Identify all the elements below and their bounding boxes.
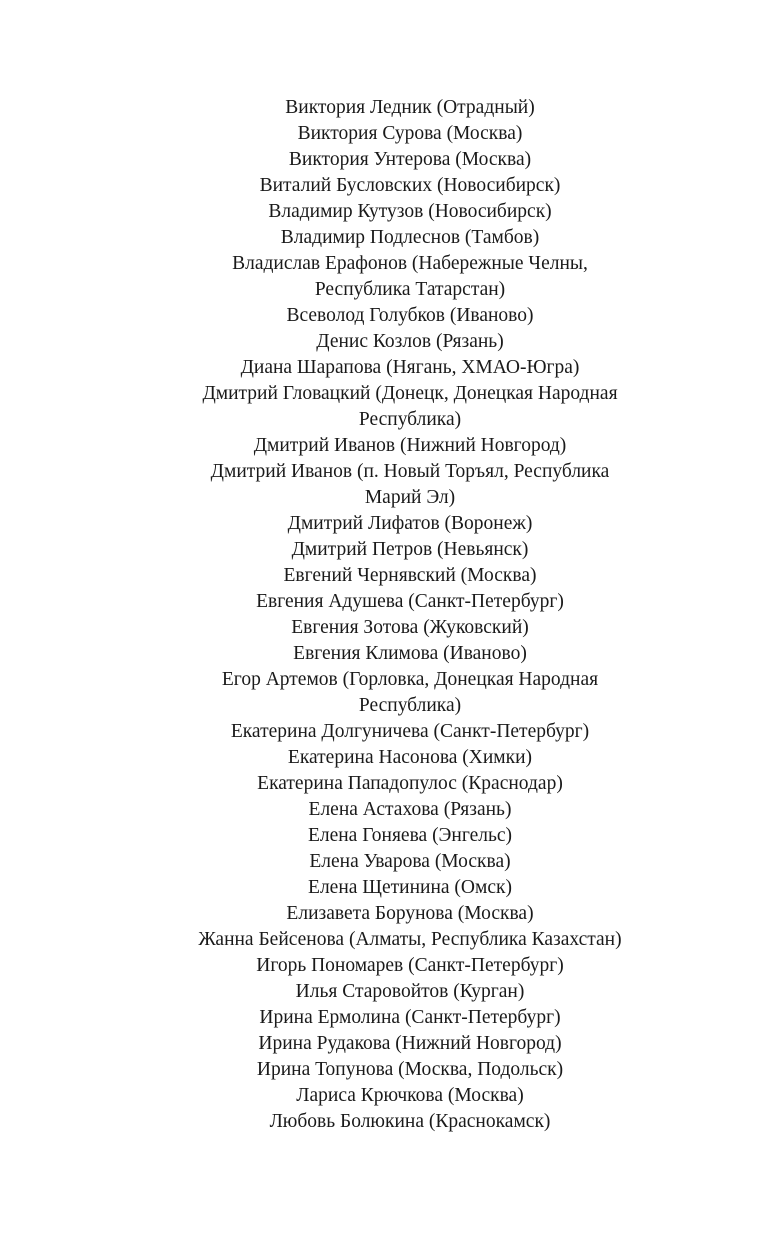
- list-line: Виталий Бусловских (Новосибирск): [259, 175, 561, 196]
- list-line: Дмитрий Петров (Невьянск): [291, 539, 529, 560]
- list-line: Екатерина Долгуничева (Санкт-Петербург): [230, 721, 590, 742]
- list-line: Диана Шарапова (Нягань, ХМАО-Югра): [240, 357, 580, 378]
- list-line: Любовь Болюкина (Краснокамск): [269, 1111, 551, 1132]
- list-line: Виктория Ледник (Отрадный): [285, 97, 535, 118]
- list-line: Виктория Сурова (Москва): [297, 123, 523, 144]
- list-line: Виктория Унтерова (Москва): [288, 149, 532, 170]
- list-line: Марий Эл): [364, 487, 456, 508]
- list-line: Елена Гоняева (Энгельс): [307, 825, 513, 846]
- list-line: Владислав Ерафонов (Набережные Челны,: [232, 253, 588, 274]
- list-line: Дмитрий Иванов (Нижний Новгород): [253, 435, 567, 456]
- list-line: Елизавета Борунова (Москва): [286, 903, 534, 924]
- list-line: Илья Старовойтов (Курган): [295, 981, 525, 1002]
- list-line: Игорь Пономарев (Санкт-Петербург): [256, 955, 564, 976]
- list-line: Ирина Ермолина (Санкт-Петербург): [259, 1007, 561, 1028]
- contributors-list: [130, 95, 690, 1135]
- list-line: Жанна Бейсенова (Алматы, Республика Казахстан): [198, 929, 622, 950]
- list-line: Екатерина Насонова (Химки): [287, 747, 533, 768]
- list-line: Евгения Зотова (Жуковский): [291, 617, 529, 638]
- list-line: Владимир Кутузов (Новосибирск): [268, 201, 552, 222]
- list-line: Екатерина Пападопулос (Краснодар): [257, 773, 563, 794]
- list-line: Республика): [358, 695, 462, 716]
- list-line: Елена Астахова (Рязань): [308, 799, 512, 820]
- list-line: Республика): [358, 409, 462, 430]
- list-line: Евгения Климова (Иваново): [293, 643, 527, 664]
- list-line: Всеволод Голубков (Иваново): [286, 305, 534, 326]
- list-line: Ирина Рудакова (Нижний Новгород): [258, 1033, 562, 1054]
- list-line: Владимир Подлеснов (Тамбов): [280, 227, 540, 248]
- list-line: Дмитрий Гловацкий (Донецк, Донецкая Народная: [202, 383, 618, 404]
- list-line: Евгений Чернявский (Москва): [283, 565, 537, 586]
- list-line: Елена Щетинина (Омск): [308, 877, 512, 898]
- list-line: Ирина Топунова (Москва, Подольск): [256, 1059, 564, 1080]
- list-line: Дмитрий Лифатов (Воронеж): [287, 513, 533, 534]
- list-line: Денис Козлов (Рязань): [316, 331, 504, 352]
- list-line: Республика Татарстан): [314, 279, 506, 300]
- list-line: Елена Уварова (Москва): [309, 851, 511, 872]
- list-line: Лариса Крючкова (Москва): [296, 1085, 524, 1106]
- list-line: Евгения Адушева (Санкт-Петербург): [256, 591, 564, 612]
- list-line: Дмитрий Иванов (п. Новый Торъял, Республика: [210, 461, 610, 482]
- list-line: Егор Артемов (Горловка, Донецкая Народная: [221, 669, 599, 690]
